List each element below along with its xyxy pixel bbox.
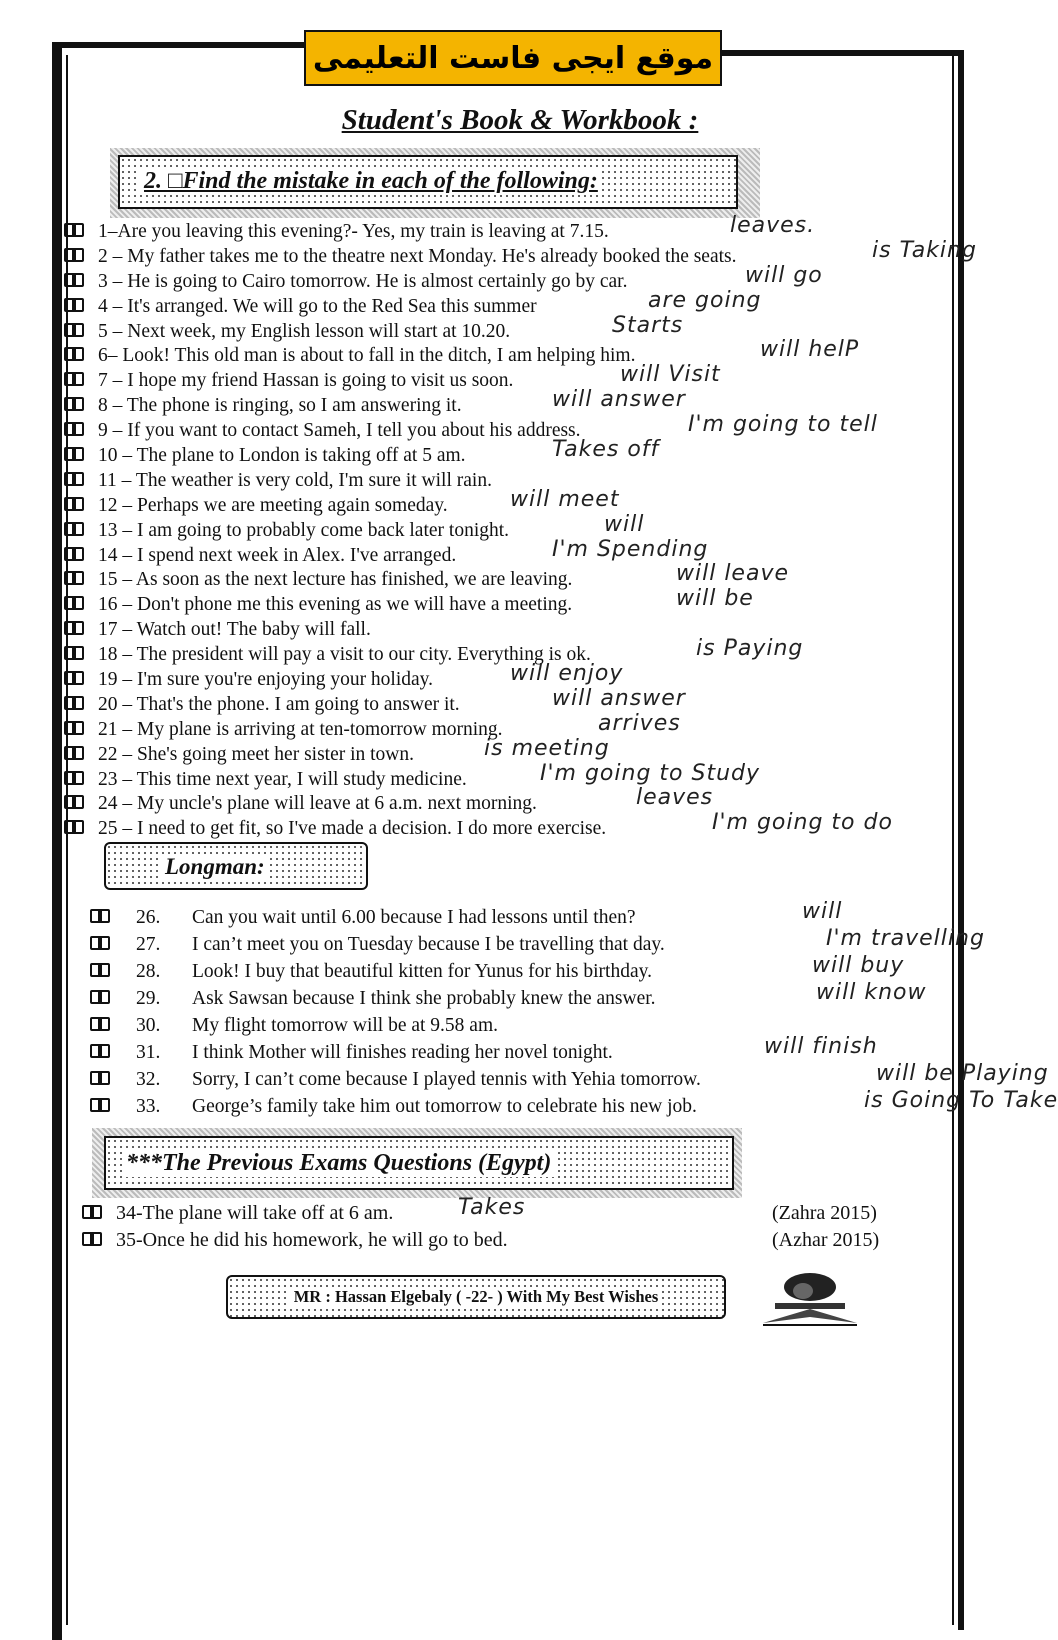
list-item: [90, 1034, 970, 1066]
section-header-previous-exams: [104, 1136, 734, 1190]
handwritten-answer: will: [802, 899, 843, 924]
item-number: 33.: [136, 1096, 161, 1117]
list-item: [64, 362, 964, 394]
page-title: Student's Book & Workbook :: [341, 104, 699, 136]
item-text: 2 – My father takes me to the theatre next Monday. He's already booked the seats.: [98, 245, 737, 267]
book-icon: [90, 936, 114, 952]
item-text: My flight tomorrow will be at 9.58 am.: [192, 1015, 499, 1036]
item-number: 32.: [136, 1069, 161, 1090]
section-header-find-mistake: [118, 155, 738, 209]
list-item: [64, 618, 964, 643]
item-text: 19 – I'm sure you're enjoying your holiday.: [98, 669, 434, 691]
book-icon: [64, 571, 88, 587]
book-icon: [64, 347, 88, 363]
handwritten-answer: leaves.: [730, 213, 816, 238]
item-text: 21 – My plane is arriving at ten-tomorrow morning.: [98, 718, 503, 740]
item-text: Look! I buy that beautiful kitten for Yunus for his birthday.: [192, 961, 652, 982]
book-icon: [64, 323, 88, 339]
book-icon: [64, 621, 88, 637]
handwritten-answer: is Going To Take: [864, 1088, 1058, 1113]
book-icon: [64, 298, 88, 314]
item-text: 4 – It's arranged. We will go to the Red Sea this summer: [98, 295, 537, 317]
book-icon: [90, 1044, 114, 1060]
book-icon: [90, 1017, 114, 1033]
site-banner: موقع ايجى فاست التعليمى: [304, 30, 722, 86]
list-item: [64, 661, 964, 693]
list-item: [64, 337, 964, 369]
book-icon: [64, 746, 88, 762]
handwritten-answer: is Paying: [696, 636, 804, 662]
item-number: 27.: [136, 934, 161, 955]
page-frame-top-left: [52, 42, 304, 48]
item-text: 15 – As soon as the next lecture has finished, we are leaving.: [98, 569, 573, 591]
handwritten-answer: Starts: [612, 312, 684, 338]
book-icon: [64, 671, 88, 687]
book-icon: [64, 547, 88, 563]
handwritten-answer: will Visit: [620, 362, 721, 388]
exam-questions-list: [82, 1195, 922, 1254]
item-text: I think Mother will finishes reading her novel tonight.: [192, 1042, 613, 1063]
page-frame-left: [52, 42, 62, 1640]
item-text: 34-The plane will take off at 6 am.: [116, 1202, 394, 1224]
handwritten-answer: arrives: [598, 710, 681, 736]
item-text: 14 – I spend next week in Alex. I've arranged.: [98, 544, 457, 566]
handwritten-answer: will enjoy: [510, 661, 624, 687]
list-item: [64, 412, 964, 444]
list-item: [82, 1195, 922, 1227]
book-icon: [64, 248, 88, 264]
handwritten-answer: Takes: [458, 1195, 526, 1220]
handwritten-answer: will helP: [760, 337, 860, 363]
list-item: [64, 213, 964, 245]
reading-student-clipart: [755, 1265, 865, 1329]
book-icon: [64, 820, 88, 836]
item-text: 35-Once he did his homework, he will go to bed.: [116, 1229, 508, 1251]
list-item: [90, 1088, 1058, 1120]
handwritten-answer: will be Playing: [876, 1061, 1049, 1086]
handwritten-answer: I'm going to tell: [688, 412, 878, 438]
handwritten-answer: will answer: [552, 387, 686, 413]
book-icon: [64, 795, 88, 811]
list-item: [64, 735, 964, 768]
footer-text: MR : Hassan Elgebaly ( -22- ) With My Best Wishes: [290, 1287, 663, 1307]
handwritten-answer: is meeting: [484, 735, 610, 761]
item-number: 26.: [136, 907, 161, 928]
footer-box: [226, 1275, 726, 1319]
list-item: [64, 810, 964, 842]
item-text: 22 – She's going meet her sister in town.: [98, 743, 415, 765]
section-title: 2. □Find the mistake in each of the following:: [140, 168, 602, 195]
section-header-longman: [104, 842, 368, 890]
book-icon: [64, 422, 88, 438]
handwritten-answer: will leave: [676, 561, 790, 587]
book-icon: [64, 596, 88, 612]
exercise-list: [64, 213, 977, 842]
item-text: 20 – That's the phone. I am going to answer it.: [98, 693, 460, 715]
item-text: 9 – If you want to contact Sameh, I tell you about his address.: [98, 420, 581, 442]
list-item: [64, 437, 964, 469]
list-item: [64, 561, 964, 593]
list-item: [64, 760, 964, 793]
item-text: 6– Look! This old man is about to fall in the ditch, I am helping him.: [98, 345, 636, 367]
book-icon: [64, 397, 88, 413]
handwritten-answer: leaves: [636, 785, 714, 811]
book-icon: [90, 1071, 114, 1087]
handwritten-answer: will go: [745, 262, 823, 288]
item-text: 25 – I need to get fit, so I've made a decision. I do more exercise.: [98, 818, 607, 840]
handwritten-answer: I'm going to Study: [540, 760, 760, 786]
list-item: [82, 1227, 922, 1254]
list-item: [64, 287, 964, 320]
handwritten-answer: will meet: [510, 486, 620, 512]
book-icon: [90, 963, 114, 979]
list-item: [64, 486, 964, 519]
section-title: ***The Previous Exams Questions (Egypt): [122, 1150, 555, 1177]
list-item: [64, 536, 964, 569]
book-icon: [64, 646, 88, 662]
item-number: 30.: [136, 1015, 161, 1036]
item-text: 12 – Perhaps we are meeting again someday.: [98, 494, 448, 516]
book-icon: [64, 223, 88, 239]
book-icon: [64, 447, 88, 463]
handwritten-answer: will know: [816, 980, 927, 1005]
book-icon: [90, 909, 114, 925]
list-item: [64, 511, 964, 544]
list-item: [90, 1061, 1049, 1093]
item-text: Ask Sawsan because I think she probably knew the answer.: [192, 988, 656, 1009]
list-item: [64, 685, 964, 718]
list-item: [64, 237, 977, 270]
longman-list: [90, 899, 1058, 1120]
handwritten-answer: will finish: [764, 1034, 878, 1059]
list-item: [64, 586, 964, 618]
handwritten-answer: will answer: [552, 685, 686, 711]
item-text: 7 – I hope my friend Hassan is going to visit us soon.: [98, 370, 514, 392]
list-item: [90, 980, 970, 1012]
item-text: 1–Are you leaving this evening?- Yes, my train is leaving at 7.15.: [98, 221, 609, 242]
item-text: George’s family take him out tomorrow to celebrate his new job.: [192, 1096, 697, 1117]
book-icon: [64, 497, 88, 513]
handwritten-answer: I'm going to do: [712, 810, 893, 836]
item-text: 16 – Don't phone me this evening as we will have a meeting.: [98, 594, 573, 616]
item-text: 24 – My uncle's plane will leave at 6 a.m. next morning.: [98, 793, 537, 815]
handwritten-answer: I'm travelling: [826, 926, 985, 951]
item-text: 11 – The weather is very cold, I'm sure it will rain.: [98, 469, 492, 491]
handwritten-answer: are going: [648, 287, 762, 313]
item-text: 5 – Next week, my English lesson will start at 10.20.: [98, 320, 511, 342]
item-number: 31.: [136, 1042, 161, 1063]
book-icon: [64, 472, 88, 488]
item-text: 23 – This time next year, I will study medicine.: [98, 768, 467, 790]
exam-source: (Azhar 2015): [772, 1229, 880, 1251]
book-icon: [64, 696, 88, 712]
book-icon: [64, 372, 88, 388]
item-text: 3 – He is going to Cairo tomorrow. He is almost certainly go by car.: [98, 270, 628, 292]
book-icon: [90, 1098, 114, 1114]
book-icon: [64, 771, 88, 787]
item-text: 17 – Watch out! The baby will fall.: [98, 619, 371, 641]
handwritten-answer: will be: [676, 586, 754, 612]
handwritten-answer: will: [604, 511, 645, 537]
item-text: 18 – The president will pay a visit to our city. Everything is ok.: [98, 644, 591, 666]
exam-source: (Zahra 2015): [772, 1202, 877, 1224]
item-text: I can’t meet you on Tuesday because I be travelling that day.: [192, 934, 665, 955]
handwritten-answer: Takes off: [552, 437, 660, 463]
book-icon: [64, 273, 88, 289]
item-number: 29.: [136, 988, 161, 1009]
handwritten-answer: I'm Spending: [552, 536, 709, 562]
item-text: Can you wait until 6.00 because I had lessons until then?: [192, 907, 636, 928]
section-title: Longman:: [161, 854, 269, 880]
item-number: 28.: [136, 961, 161, 982]
item-text: 8 – The phone is ringing, so I am answering it.: [98, 395, 462, 417]
book-icon: [82, 1205, 106, 1221]
handwritten-answer: is Taking: [872, 237, 977, 263]
page-frame-top: [700, 50, 962, 56]
list-item: [64, 262, 964, 295]
book-icon: [64, 721, 88, 737]
item-text: 13 – I am going to probably come back later tonight.: [98, 519, 510, 541]
item-text: Sorry, I can’t come because I played tennis with Yehia tomorrow.: [192, 1069, 701, 1090]
book-icon: [82, 1232, 106, 1248]
book-icon: [90, 990, 114, 1006]
item-text: 10 – The plane to London is taking off at 5 am.: [98, 445, 466, 467]
book-icon: [64, 522, 88, 538]
handwritten-answer: will buy: [812, 953, 905, 978]
